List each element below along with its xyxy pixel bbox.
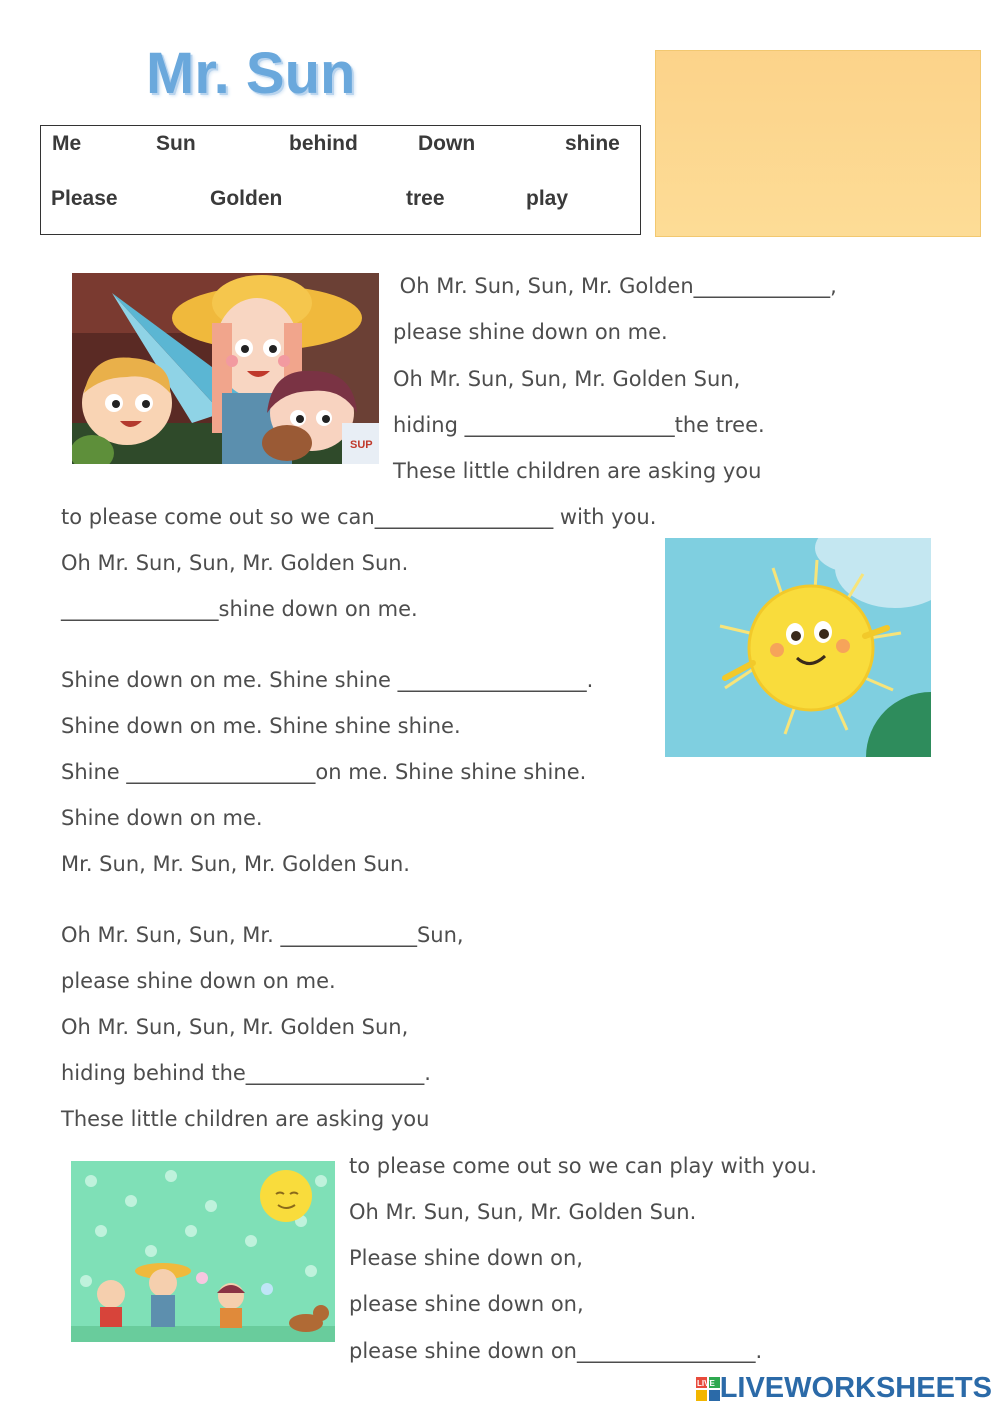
lyric-line: Shine down on me. [61, 806, 263, 830]
word-bank-item: Golden [210, 187, 283, 210]
lyric-line: Oh Mr. Sun, Sun, Mr. Golden Sun, [393, 367, 741, 391]
lyric-line: Shine down on me. Shine shine shine. [61, 714, 461, 738]
lyric-line: _______________shine down on me. [61, 597, 418, 621]
word-bank-item: Me [52, 132, 82, 155]
lyric-line: please shine down on, [349, 1292, 584, 1316]
svg-text:SUP: SUP [350, 439, 373, 451]
liveworksheets-logo[interactable] [696, 1372, 992, 1405]
word-bank-item: play [526, 187, 569, 210]
answer-drop-box[interactable] [655, 50, 981, 237]
lyric-line: Oh Mr. Sun, Sun, Mr. Golden Sun, [61, 1015, 409, 1039]
lyric-line: These little children are asking you [393, 459, 762, 483]
lyric-line: hiding behind the_________________. [61, 1061, 431, 1085]
lyric-line: Shine down on me. Shine shine __________________. [61, 668, 594, 692]
word-bank-item: Down [418, 132, 476, 155]
word-bank [40, 125, 641, 235]
lyric-line: Oh Mr. Sun, Sun, Mr. _____________Sun, [61, 923, 464, 947]
word-bank-item: tree [406, 187, 445, 210]
lyric-line: hiding ____________________the tree. [393, 413, 765, 437]
word-bank-item: Please [51, 187, 118, 210]
lyric-line: to please come out so we can play with you. [349, 1154, 818, 1178]
word-bank-item: Sun [156, 132, 196, 155]
lyric-line: Mr. Sun, Mr. Sun, Mr. Golden Sun. [61, 852, 410, 876]
svg-text:LIVE: LIVE [696, 1378, 715, 1388]
liveworksheets-logo-icon [696, 1377, 720, 1401]
children-umbrella-image [72, 273, 379, 464]
lyric-line: please shine down on me. [393, 320, 668, 344]
lyric-line: Please shine down on, [349, 1246, 583, 1270]
lyric-line: to please come out so we can_________________ with you. [61, 505, 657, 529]
lyric-line: Oh Mr. Sun, Sun, Mr. Golden Sun. [61, 551, 409, 575]
lyric-line: please shine down on me. [61, 969, 336, 993]
lyric-line: Oh Mr. Sun, Sun, Mr. Golden_____________, [393, 274, 837, 298]
page-title: Mr. Sun [146, 41, 356, 106]
lyric-line: Shine __________________on me. Shine shine shine. [61, 760, 587, 784]
children-icecream-image [71, 1161, 335, 1342]
lyric-line: please shine down on_________________. [349, 1339, 763, 1363]
word-bank-item: shine [565, 132, 620, 155]
lyric-line: These little children are asking you [61, 1107, 430, 1131]
logo-text: LIVEWORKSHEETS [719, 1372, 992, 1404]
smiling-sun-image [665, 538, 931, 757]
word-bank-item: behind [289, 132, 358, 155]
lyric-line: Oh Mr. Sun, Sun, Mr. Golden Sun. [349, 1200, 697, 1224]
